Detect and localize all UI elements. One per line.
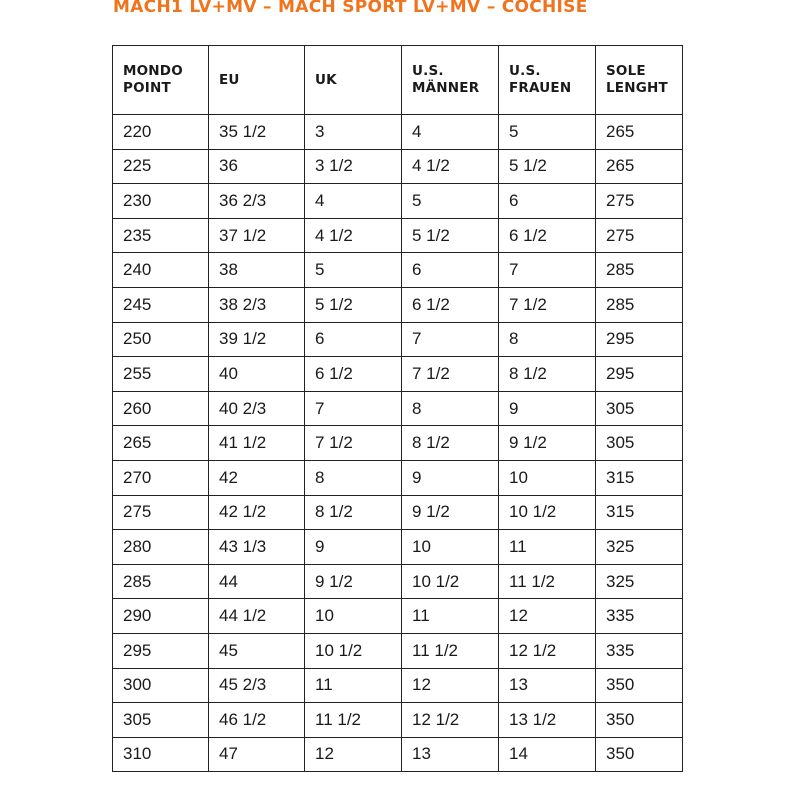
header-uk: UK xyxy=(305,46,402,115)
table-row xyxy=(113,564,683,599)
cell-sole-length: 325 xyxy=(596,564,683,599)
cell-eu: 37 1/2 xyxy=(209,218,305,253)
cell-us-maenner: 7 1/2 xyxy=(402,357,499,392)
cell-uk: 7 1/2 xyxy=(305,426,402,461)
table-row xyxy=(113,426,683,461)
table-row xyxy=(113,149,683,184)
cell-mondo-point: 235 xyxy=(113,218,209,253)
table-row xyxy=(113,737,683,772)
cell-sole-length: 350 xyxy=(596,668,683,703)
cell-us-maenner: 6 1/2 xyxy=(402,287,499,322)
cell-us-frauen: 8 1/2 xyxy=(499,357,596,392)
size-chart-table xyxy=(112,45,683,772)
cell-mondo-point: 260 xyxy=(113,391,209,426)
table-row xyxy=(113,357,683,392)
cell-sole-length: 350 xyxy=(596,737,683,772)
cell-eu: 43 1/3 xyxy=(209,530,305,565)
cell-uk: 3 1/2 xyxy=(305,149,402,184)
cell-eu: 41 1/2 xyxy=(209,426,305,461)
cell-uk: 8 xyxy=(305,460,402,495)
cell-sole-length: 335 xyxy=(596,599,683,634)
cell-us-frauen: 7 1/2 xyxy=(499,287,596,322)
cell-us-frauen: 9 xyxy=(499,391,596,426)
cell-uk: 6 1/2 xyxy=(305,357,402,392)
header-us-frauen: U.S. FRAUEN xyxy=(499,46,596,115)
cell-uk: 9 1/2 xyxy=(305,564,402,599)
cell-us-frauen: 5 1/2 xyxy=(499,149,596,184)
cell-eu: 47 xyxy=(209,737,305,772)
cell-sole-length: 325 xyxy=(596,530,683,565)
cell-mondo-point: 230 xyxy=(113,184,209,219)
cell-us-frauen: 14 xyxy=(499,737,596,772)
header-eu: EU xyxy=(209,46,305,115)
cell-eu: 39 1/2 xyxy=(209,322,305,357)
cell-eu: 40 2/3 xyxy=(209,391,305,426)
cell-us-maenner: 5 1/2 xyxy=(402,218,499,253)
header-us-maenner: U.S. MÄNNER xyxy=(402,46,499,115)
cell-mondo-point: 295 xyxy=(113,633,209,668)
table-row xyxy=(113,495,683,530)
cell-mondo-point: 240 xyxy=(113,253,209,288)
cell-mondo-point: 225 xyxy=(113,149,209,184)
cell-us-frauen: 11 xyxy=(499,530,596,565)
cell-sole-length: 350 xyxy=(596,703,683,738)
cell-eu: 35 1/2 xyxy=(209,115,305,150)
cell-uk: 7 xyxy=(305,391,402,426)
cell-eu: 42 xyxy=(209,460,305,495)
cell-us-frauen: 8 xyxy=(499,322,596,357)
table-body xyxy=(113,115,683,772)
cell-mondo-point: 250 xyxy=(113,322,209,357)
table-row xyxy=(113,253,683,288)
cell-uk: 11 xyxy=(305,668,402,703)
cell-uk: 5 1/2 xyxy=(305,287,402,322)
cell-eu: 45 2/3 xyxy=(209,668,305,703)
cell-uk: 10 xyxy=(305,599,402,634)
cell-mondo-point: 275 xyxy=(113,495,209,530)
page-title: MACH1 LV+MV – MACH SPORT LV+MV – COCHISE xyxy=(113,0,588,17)
cell-sole-length: 275 xyxy=(596,184,683,219)
cell-sole-length: 295 xyxy=(596,357,683,392)
cell-us-maenner: 9 xyxy=(402,460,499,495)
cell-us-maenner: 12 xyxy=(402,668,499,703)
cell-mondo-point: 255 xyxy=(113,357,209,392)
cell-us-frauen: 13 1/2 xyxy=(499,703,596,738)
cell-uk: 5 xyxy=(305,253,402,288)
cell-us-frauen: 7 xyxy=(499,253,596,288)
table-row xyxy=(113,115,683,150)
table-row xyxy=(113,460,683,495)
cell-eu: 36 xyxy=(209,149,305,184)
cell-us-maenner: 10 1/2 xyxy=(402,564,499,599)
cell-eu: 42 1/2 xyxy=(209,495,305,530)
cell-sole-length: 305 xyxy=(596,391,683,426)
cell-us-maenner: 12 1/2 xyxy=(402,703,499,738)
cell-us-maenner: 6 xyxy=(402,253,499,288)
table-row xyxy=(113,633,683,668)
cell-uk: 9 xyxy=(305,530,402,565)
header-sole-length: SOLE LENGHT xyxy=(596,46,683,115)
cell-sole-length: 275 xyxy=(596,218,683,253)
cell-us-maenner: 8 1/2 xyxy=(402,426,499,461)
cell-us-frauen: 9 1/2 xyxy=(499,426,596,461)
cell-us-frauen: 6 xyxy=(499,184,596,219)
cell-uk: 8 1/2 xyxy=(305,495,402,530)
cell-mondo-point: 285 xyxy=(113,564,209,599)
cell-sole-length: 265 xyxy=(596,149,683,184)
cell-us-frauen: 5 xyxy=(499,115,596,150)
cell-mondo-point: 280 xyxy=(113,530,209,565)
cell-us-maenner: 4 1/2 xyxy=(402,149,499,184)
cell-us-maenner: 8 xyxy=(402,391,499,426)
cell-eu: 45 xyxy=(209,633,305,668)
cell-mondo-point: 265 xyxy=(113,426,209,461)
cell-eu: 44 1/2 xyxy=(209,599,305,634)
cell-us-maenner: 7 xyxy=(402,322,499,357)
cell-us-maenner: 11 xyxy=(402,599,499,634)
cell-us-maenner: 5 xyxy=(402,184,499,219)
cell-mondo-point: 245 xyxy=(113,287,209,322)
cell-mondo-point: 290 xyxy=(113,599,209,634)
cell-sole-length: 315 xyxy=(596,495,683,530)
cell-uk: 10 1/2 xyxy=(305,633,402,668)
cell-us-frauen: 12 1/2 xyxy=(499,633,596,668)
cell-sole-length: 285 xyxy=(596,253,683,288)
table-row xyxy=(113,322,683,357)
table-row xyxy=(113,218,683,253)
cell-us-maenner: 10 xyxy=(402,530,499,565)
cell-mondo-point: 310 xyxy=(113,737,209,772)
cell-us-maenner: 13 xyxy=(402,737,499,772)
cell-mondo-point: 270 xyxy=(113,460,209,495)
header-mondo-point: MONDO POINT xyxy=(113,46,209,115)
cell-eu: 38 xyxy=(209,253,305,288)
cell-eu: 44 xyxy=(209,564,305,599)
cell-us-frauen: 11 1/2 xyxy=(499,564,596,599)
cell-us-maenner: 4 xyxy=(402,115,499,150)
cell-uk: 3 xyxy=(305,115,402,150)
cell-sole-length: 305 xyxy=(596,426,683,461)
table-row xyxy=(113,530,683,565)
cell-uk: 4 xyxy=(305,184,402,219)
cell-us-frauen: 10 1/2 xyxy=(499,495,596,530)
cell-mondo-point: 305 xyxy=(113,703,209,738)
table-row xyxy=(113,391,683,426)
table-row xyxy=(113,599,683,634)
cell-mondo-point: 300 xyxy=(113,668,209,703)
cell-sole-length: 295 xyxy=(596,322,683,357)
table-header-row xyxy=(113,46,683,115)
cell-uk: 6 xyxy=(305,322,402,357)
cell-us-maenner: 11 1/2 xyxy=(402,633,499,668)
table-row xyxy=(113,287,683,322)
cell-us-frauen: 13 xyxy=(499,668,596,703)
cell-eu: 40 xyxy=(209,357,305,392)
cell-us-frauen: 10 xyxy=(499,460,596,495)
cell-eu: 38 2/3 xyxy=(209,287,305,322)
cell-us-maenner: 9 1/2 xyxy=(402,495,499,530)
cell-eu: 46 1/2 xyxy=(209,703,305,738)
cell-mondo-point: 220 xyxy=(113,115,209,150)
table-row xyxy=(113,703,683,738)
table-row xyxy=(113,184,683,219)
cell-sole-length: 285 xyxy=(596,287,683,322)
cell-uk: 4 1/2 xyxy=(305,218,402,253)
cell-sole-length: 315 xyxy=(596,460,683,495)
cell-us-frauen: 6 1/2 xyxy=(499,218,596,253)
cell-eu: 36 2/3 xyxy=(209,184,305,219)
cell-uk: 11 1/2 xyxy=(305,703,402,738)
cell-sole-length: 265 xyxy=(596,115,683,150)
cell-uk: 12 xyxy=(305,737,402,772)
table-row xyxy=(113,668,683,703)
cell-us-frauen: 12 xyxy=(499,599,596,634)
cell-sole-length: 335 xyxy=(596,633,683,668)
